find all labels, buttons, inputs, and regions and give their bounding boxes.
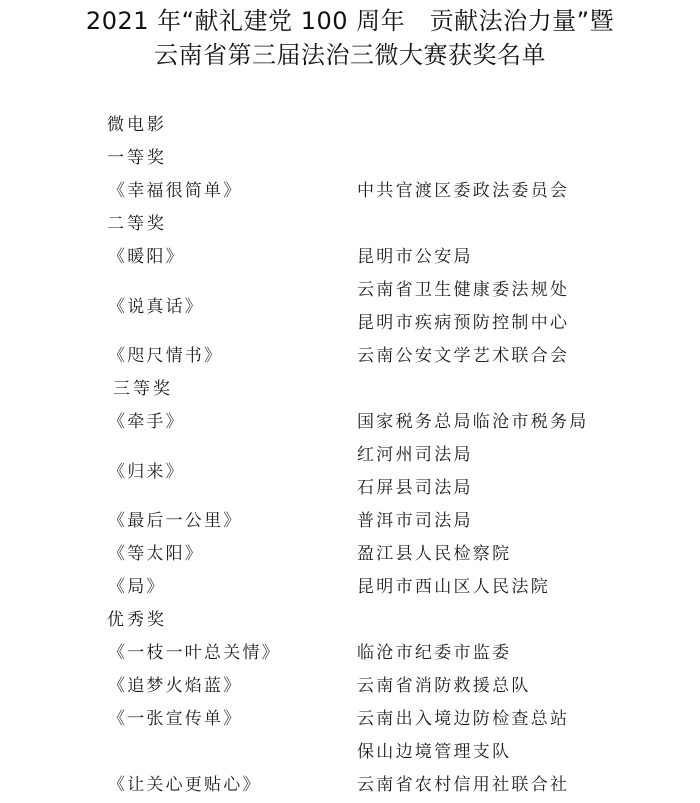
- work-title: 《暖阳》: [108, 247, 185, 267]
- award-entry-row: [0, 703, 700, 736]
- work-title: 《说真话》: [108, 296, 204, 317]
- award-category-heading: 三等奖: [113, 379, 173, 399]
- work-title: 《一枝一叶总关情》: [108, 643, 281, 663]
- winner-organization: 昆明市西山区人民法院: [357, 577, 550, 597]
- merged-work-row: [0, 456, 700, 489]
- winner-organization: 国家税务总局临沧市税务局: [357, 412, 589, 432]
- winner-organization: 昆明市疾病预防控制中心: [357, 313, 570, 333]
- award-section-row: [0, 604, 700, 637]
- award-section-row: [0, 109, 700, 142]
- award-category-heading: 一等奖: [107, 148, 167, 168]
- winner-organization: 普洱市司法局: [357, 511, 473, 531]
- award-entry-row: [0, 340, 700, 373]
- work-title: 《等太阳》: [108, 544, 204, 564]
- work-title: 《一张宣传单》: [108, 709, 243, 729]
- document-title-line-2: 云南省第三届法治三微大赛获奖名单: [154, 41, 546, 69]
- winner-organization: 临沧市纪委市监委: [357, 643, 512, 663]
- award-entry-row: [0, 637, 700, 670]
- award-section-row: [0, 208, 700, 241]
- merged-work-row: [0, 291, 700, 324]
- work-title: 《最后一公里》: [108, 511, 243, 531]
- document-title-line-1: 2021 年“献礼建党 100 周年 贡献法治力量”暨: [85, 7, 615, 35]
- winner-organization: 石屏县司法局: [357, 478, 473, 498]
- winner-organization: 云南省消防救援总队: [357, 676, 531, 696]
- award-category-heading: 微电影: [107, 115, 167, 135]
- winner-organization: 盈江县人民检察院: [357, 544, 512, 564]
- award-entry-row: [0, 505, 700, 538]
- award-section-row: [0, 373, 700, 406]
- winner-organization: 云南出入境边防检查总站: [357, 709, 570, 729]
- award-entry-row: [0, 769, 700, 802]
- winner-organization: 云南省卫生健康委法规处: [357, 280, 570, 300]
- award-category-heading: 二等奖: [107, 214, 167, 234]
- award-entry-row: [0, 538, 700, 571]
- award-entry-row: [0, 241, 700, 274]
- winner-organization: 保山边境管理支队: [357, 742, 512, 762]
- award-entry-row: [0, 175, 700, 208]
- work-title: 《咫尺情书》: [108, 346, 224, 366]
- award-entry-row: [0, 406, 700, 439]
- work-title: 《追梦火焰蓝》: [108, 676, 243, 696]
- winner-organization: 云南省农村信用社联合社: [357, 775, 570, 795]
- winner-organization: 中共官渡区委政法委员会: [357, 181, 570, 201]
- work-title: 《归来》: [108, 461, 185, 482]
- winner-organization: 云南公安文学艺术联合会: [357, 346, 570, 366]
- winner-organization: 红河州司法局: [357, 445, 473, 465]
- award-category-heading: 优秀奖: [107, 610, 167, 630]
- work-title: 《让关心更贴心》: [108, 775, 262, 795]
- award-section-row: [0, 142, 700, 175]
- work-title: 《牵手》: [108, 412, 185, 432]
- winner-organization: 昆明市公安局: [357, 247, 473, 267]
- work-title: 《局》: [108, 577, 166, 597]
- award-entry-row: [0, 736, 700, 769]
- award-entry-row: [0, 571, 700, 604]
- award-entry-row: [0, 670, 700, 703]
- work-title: 《幸福很简单》: [108, 181, 243, 201]
